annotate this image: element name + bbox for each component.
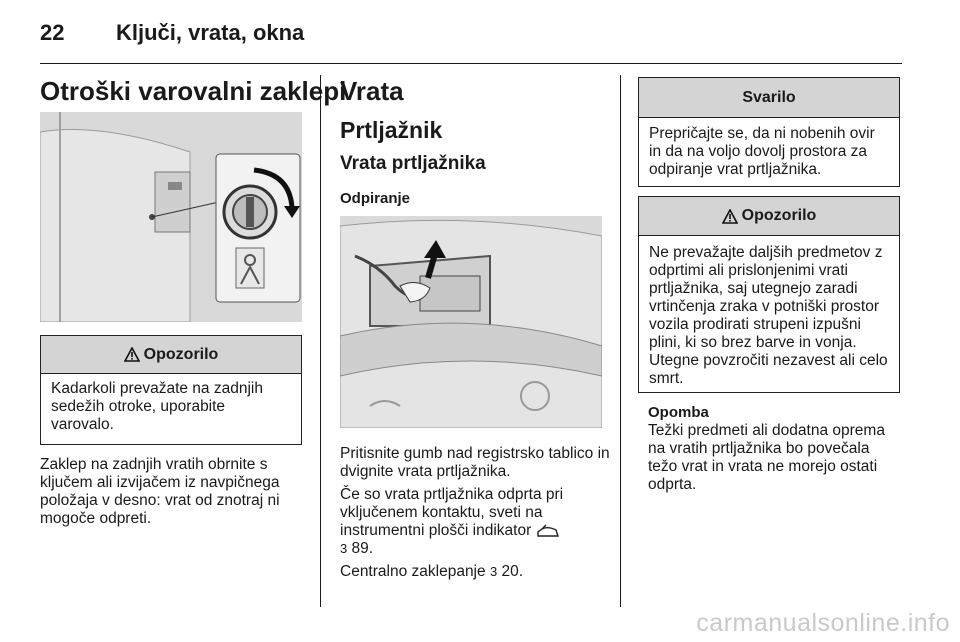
child-lock-illustration — [40, 112, 302, 322]
warning-box-header — [41, 336, 301, 374]
note-title: Opomba — [648, 404, 709, 421]
warning-box-exhaust — [638, 196, 900, 393]
tailgate-paragraph-3-text: Centralno zaklepanje — [340, 563, 486, 580]
warning-box-child-lock — [40, 335, 302, 445]
warning-title: Opozorilo — [741, 207, 817, 224]
page-reference-arrow-icon: 3 — [489, 564, 498, 579]
warning-triangle-icon — [124, 347, 140, 362]
warning-text: Kadarkoli prevažate na zadnjih sedežih otroke, uporabite varovalo. — [51, 380, 263, 433]
column-divider-right — [620, 75, 621, 607]
watermark: carmanualsonline.info — [696, 609, 950, 637]
warning-box-header — [639, 197, 899, 236]
tailgate-paragraph-2-text: Če so vrata prtljažnika odprta pri vključenem kontaktu, sveti na instrumentni plošči indikator — [340, 486, 564, 539]
label-opening: Odpiranje — [340, 190, 411, 207]
note-text: Težki predmeti ali dodatna oprema na vratih prtljažnika bo povečala težo vrat in vrata ne morejo ostati odprta. — [648, 422, 885, 493]
page-reference-89[interactable]: 89. — [351, 540, 374, 557]
chapter-title: Ključi, vrata, okna — [116, 20, 305, 45]
column-divider-left — [320, 75, 321, 607]
open-tailgate-indicator-icon — [536, 524, 560, 538]
caution-text: Prepričajte se, da ni nobenih ovir in da na voljo dovolj prostora za odpiranje vrat prtljažnika. — [649, 125, 875, 178]
page-number: 22 — [40, 20, 65, 45]
section-heading-child-locks: Otroški varovalni zaklepi — [40, 76, 347, 106]
tailgate-paragraph-3 — [340, 563, 610, 581]
caution-box-header — [639, 78, 899, 118]
caution-title: Svarilo — [742, 88, 796, 106]
page-reference-arrow-icon: 3 — [340, 541, 348, 556]
caution-box — [638, 77, 900, 187]
tailgate-paragraph-2 — [340, 486, 610, 558]
warning-triangle-icon — [722, 209, 738, 224]
subheading-trunk: Prtljažnik — [340, 117, 443, 143]
section-heading-doors: Vrata — [340, 76, 404, 106]
warning-text: Ne prevažajte daljših predmetov z odprtimi ali prislonjenimi vrati prtljažnika, saj utegnejo zaradi vrtinčenja zraka v potniški prostor vozila prodirati strupeni izpušni plini, ki so brez barve in vonja. Utegne povzročiti nezavest ali celo smrt. — [649, 244, 888, 387]
tailgate-paragraph-1: Pritisnite gumb nad registrsko tablico in dvignite vrata prtljažnika. — [340, 445, 610, 480]
child-lock-paragraph: Zaklep na zadnjih vratih obrnite s ključem ali izvijačem iz navpičnega položaja v desno: vrat od znotraj ni mogoče odpreti. — [40, 456, 280, 527]
warning-title: Opozorilo — [143, 345, 219, 363]
page-reference-20[interactable]: 20. — [501, 563, 524, 580]
header-divider — [40, 63, 902, 64]
subheading-tailgate: Vrata prtljažnika — [340, 153, 486, 174]
tailgate-opening-illustration — [340, 216, 602, 428]
